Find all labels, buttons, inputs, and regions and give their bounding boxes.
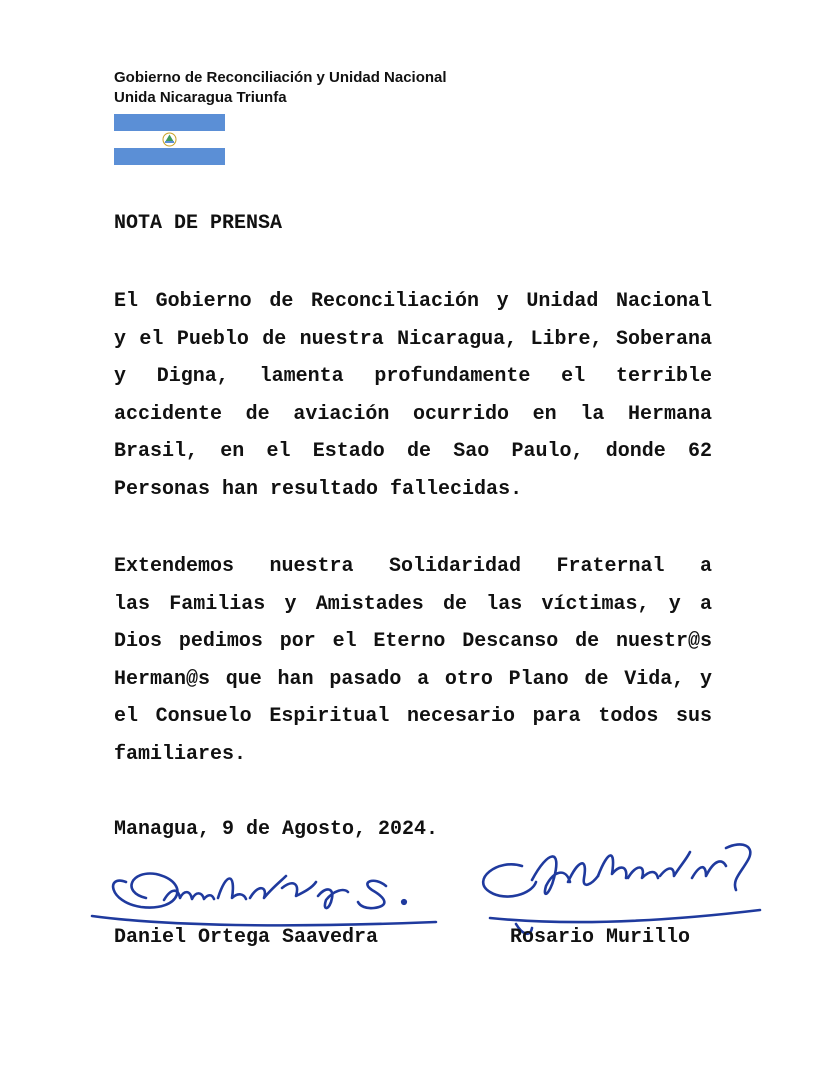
paragraph-line: y el Pueblo de nuestra Nicaragua, Libre, Soberana [114,327,712,351]
nicaragua-flag-icon [114,114,225,165]
paragraph-line: El Gobierno de Reconciliación y Unidad Nacional [114,290,712,313]
document-date: Managua, 9 de Agosto, 2024. [114,818,439,841]
signature-rosario-murillo [470,830,770,940]
signatory-name-right: Rosario Murillo [510,926,691,949]
paragraph-line: familiares. [114,742,247,766]
paragraph-line: accidente de aviación ocurrido en la Hermana [114,402,712,426]
signatory-name-left: Daniel Ortega Saavedra [114,926,379,949]
paragraph-line: Personas han resultado fallecidas. [114,477,523,501]
paragraph-line: Brasil, en el Estado de Sao Paulo, donde 62 [114,440,712,464]
paragraph-line: Herman@s que han pasado a otro Plano de Vida, y [114,667,712,691]
paragraph-line: Dios pedimos por el Eterno Descanso de nuestr@s [114,630,712,654]
press-release-title: NOTA DE PRENSA [114,212,283,235]
letterhead [114,68,447,108]
paragraph-line: el Consuelo Espiritual necesario para todos sus [114,705,712,729]
paragraph-solidarity [114,548,712,774]
paragraph-condolence [114,283,712,509]
paragraph-line: las Familias y Amistades de las víctimas, y a [114,592,712,616]
paragraph-line: y Digna, lamenta profundamente el terrible [114,365,712,389]
paragraph-line: Extendemos nuestra Solidaridad Fraternal a [114,555,712,578]
letterhead-government-name: Gobierno de Reconciliación y Unidad Nacional [114,69,447,86]
signature-daniel-ortega [86,852,448,932]
letterhead-slogan: Unida Nicaragua Triunfa [114,89,287,106]
